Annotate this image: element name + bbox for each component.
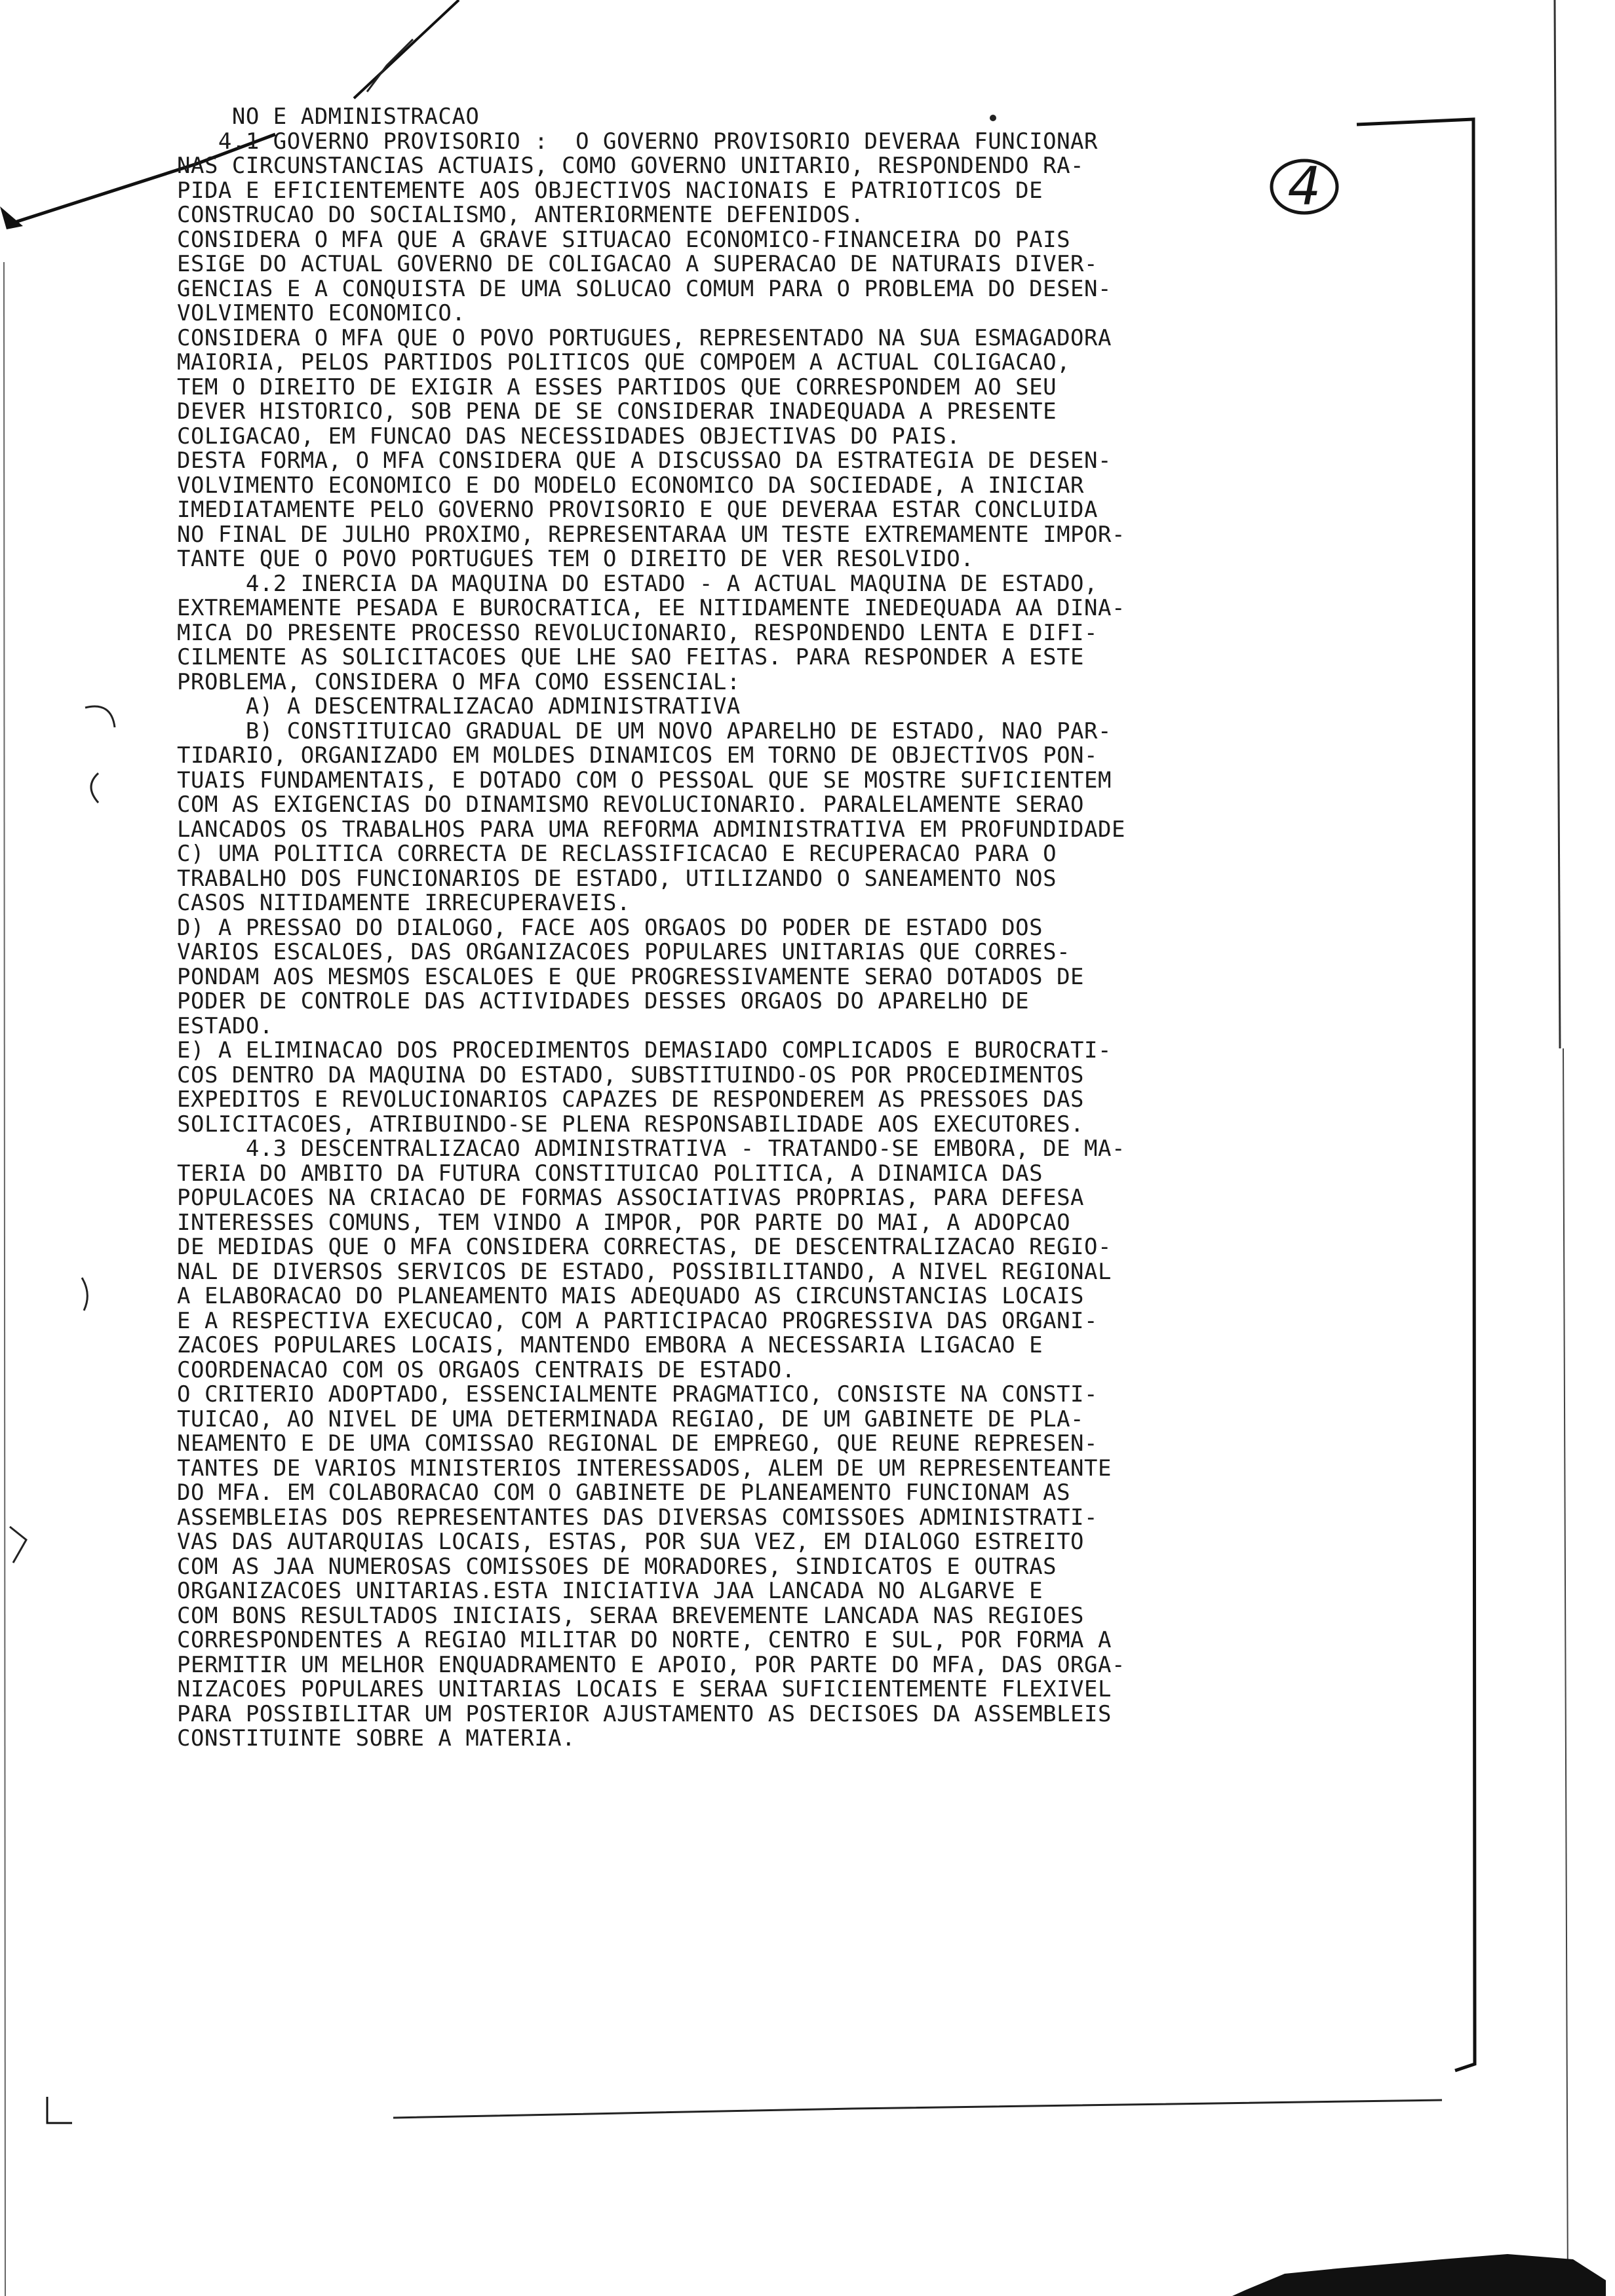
text-line: VAS DAS AUTARQUIAS LOCAIS, ESTAS, POR SUA VEZ, EM DIALOGO ESTREITO [177,1529,1085,1555]
text-line: SOLICITACOES, ATRIBUINDO-SE PLENA RESPONSABILIDADE AOS EXECUTORES. [177,1111,1085,1138]
fold-line [354,0,459,98]
text-line: CONSTITUINTE SOBRE A MATERIA. [177,1725,576,1751]
text-line: MAIORIA, PELOS PARTIDOS POLITICOS QUE COMPOEM A ACTUAL COLIGACAO, [177,349,1071,375]
binding-mark [85,706,115,727]
text-line: COORDENACAO COM OS ORGAOS CENTRAIS DE ESTADO. [177,1356,796,1383]
bottom-left-corner [47,2097,72,2123]
text-line: B) CONSTITUICAO GRADUAL DE UM NOVO APARELHO DE ESTADO, NAO PAR- [177,718,1112,744]
text-line: COM AS EXIGENCIAS DO DINAMISMO REVOLUCIONARIO. PARALELAMENTE SERAO [177,792,1085,818]
text-line: D) A PRESSAO DO DIALOGO, FACE AOS ORGAOS DO PODER DE ESTADO DOS [177,914,1043,941]
page-number-label: 4 [1287,156,1321,217]
text-line: CILMENTE AS SOLICITACOES QUE LHE SAO FEITAS. PARA RESPONDER A ESTE [177,644,1085,670]
text-line: MICA DO PRESENTE PROCESSO REVOLUCIONARIO, RESPONDENDO LENTA E DIFI- [177,619,1098,646]
text-line: ESTADO. [177,1012,273,1039]
text-line: VOLVIMENTO ECONOMICO E DO MODELO ECONOMICO DA SOCIEDADE, A INICIAR [177,472,1085,499]
text-line: 4.2 INERCIA DA MAQUINA DO ESTADO - A ACTUAL MAQUINA DE ESTADO, [177,570,1098,597]
text-line: PIDA E EFICIENTEMENTE AOS OBJECTIVOS NACIONAIS E PATRIOTICOS DE [177,177,1043,204]
text-line: A) A DESCENTRALIZACAO ADMINISTRATIVA [177,693,741,719]
text-line: IMEDIATAMENTE PELO GOVERNO PROVISORIO E QUE DEVERAA ESTAR CONCLUIDA [177,497,1098,523]
text-line: DE MEDIDAS QUE O MFA CONSIDERA CORRECTAS, DE DESCENTRALIZACAO REGIO- [177,1234,1112,1260]
text-line: ZACOES POPULARES LOCAIS, MANTENDO EMBORA A NECESSARIA LIGACAO E [177,1332,1043,1358]
text-line: ASSEMBLEIAS DOS REPRESENTANTES DAS DIVERSAS COMISSOES ADMINISTRATI- [177,1504,1098,1531]
text-line: CONSTRUCAO DO SOCIALISMO, ANTERIORMENTE DEFENIDOS. [177,202,865,228]
smudge [1232,2254,1606,2296]
text-line: COLIGACAO, EM FUNCAO DAS NECESSIDADES OBJECTIVAS DO PAIS. [177,423,961,450]
text-line: TERIA DO AMBITO DA FUTURA CONSTITUICAO POLITICA, A DINAMICA DAS [177,1160,1043,1187]
binding-mark [10,1527,26,1563]
text-line [177,1751,1304,1776]
text-line: PROBLEMA, CONSIDERA O MFA COMO ESSENCIAL: [177,668,741,695]
text-line: ORGANIZACOES UNITARIAS.ESTA INICIATIVA JAA LANCADA NO ALGARVE E [177,1578,1043,1604]
text-line: O CRITERIO ADOPTADO, ESSENCIALMENTE PRAGMATICO, CONSISTE NA CONSTI- [177,1381,1098,1407]
text-line: TUAIS FUNDAMENTAIS, E DOTADO COM O PESSOAL QUE SE MOSTRE SUFICIENTEM [177,767,1112,794]
text-line: TANTES DE VARIOS MINISTERIOS INTERESSADOS, ALEM DE UM REPRESENTEANTE [177,1455,1112,1482]
text-line: NAS CIRCUNSTANCIAS ACTUAIS, COMO GOVERNO UNITARIO, RESPONDENDO RA- [177,153,1085,179]
text-line: POPULACOES NA CRIACAO DE FORMAS ASSOCIATIVAS PROPRIAS, PARA DEFESA [177,1185,1085,1211]
text-line: TRABALHO DOS FUNCIONARIOS DE ESTADO, UTILIZANDO O SANEAMENTO NOS [177,865,1057,892]
text-line: EXPEDITOS E REVOLUCIONARIOS CAPAZES DE RESPONDEREM AS PRESSOES DAS [177,1086,1085,1113]
text-line: E A RESPECTIVA EXECUCAO, COM A PARTICIPACAO PROGRESSIVA DAS ORGANI- [177,1307,1098,1334]
edge-streak [4,262,5,2296]
text-line: NO E ADMINISTRACAO [177,104,480,130]
text-line: NEAMENTO E DE UMA COMISSAO REGIONAL DE EMPREGO, QUE REUNE REPRESEN- [177,1430,1098,1457]
text-line: COS DENTRO DA MAQUINA DO ESTADO, SUBSTITUINDO-OS POR PROCEDIMENTOS [177,1062,1085,1088]
text-line: TANTE QUE O POVO PORTUGUES TEM O DIREITO DE VER RESOLVIDO. [177,546,975,572]
text-line: ESIGE DO ACTUAL GOVERNO DE COLIGACAO A SUPERACAO DE NATURAIS DIVER- [177,251,1098,277]
text-line: DESTA FORMA, O MFA CONSIDERA QUE A DISCUSSAO DA ESTRATEGIA DE DESEN- [177,448,1112,474]
corner-mark [0,206,23,229]
text-line: INTERESSES COMUNS, TEM VINDO A IMPOR, POR PARTE DO MAI, A ADOPCAO [177,1209,1071,1236]
binding-mark [82,1278,87,1311]
text-line: C) UMA POLITICA CORRECTA DE RECLASSIFICACAO E RECUPERACAO PARA O [177,841,1057,867]
typewritten-text [177,105,1304,1776]
text-line: NO FINAL DE JULHO PROXIMO, REPRESENTARAA UM TESTE EXTREMAMENTE IMPOR- [177,521,1125,548]
text-line: COM BONS RESULTADOS INICIAIS, SERAA BREVEMENTE LANCADA NAS REGIOES [177,1602,1085,1629]
text-line: TUICAO, AO NIVEL DE UMA DETERMINADA REGIAO, DE UM GABINETE DE PLA- [177,1406,1085,1432]
text-line: LANCADOS OS TRABALHOS PARA UMA REFORMA ADMINISTRATIVA EM PROFUNDIDADE [177,816,1125,843]
text-line: GENCIAS E A CONQUISTA DE UMA SOLUCAO COMUM PARA O PROBLEMA DO DESEN- [177,275,1112,302]
text-line: VARIOS ESCALOES, DAS ORGANIZACOES POPULARES UNITARIAS QUE CORRES- [177,939,1071,965]
border-bracket [1357,119,1475,2071]
text-line: 4.1 GOVERNO PROVISORIO : O GOVERNO PROVISORIO DEVERAA FUNCIONAR [177,128,1098,155]
text-line: PARA POSSIBILITAR UM POSTERIOR AJUSTAMENTO AS DECISOES DA ASSEMBLEIS [177,1700,1112,1727]
text-line: VOLVIMENTO ECONOMICO. [177,300,466,326]
text-line: DEVER HISTORICO, SOB PENA DE SE CONSIDERAR INADEQUADA A PRESENTE [177,398,1057,425]
text-line: TEM O DIREITO DE EXIGIR A ESSES PARTIDOS QUE CORRESPONDEM AO SEU [177,373,1057,400]
text-line: 4.3 DESCENTRALIZACAO ADMINISTRATIVA - TRATANDO-SE EMBORA, DE MA- [177,1136,1125,1162]
text-line: PONDAM AOS MESMOS ESCALOES E QUE PROGRESSIVAMENTE SERAO DOTADOS DE [177,963,1085,990]
text-line: EXTREMAMENTE PESADA E BUROCRATICA, EE NITIDAMENTE INEDEQUADA AA DINA- [177,595,1125,621]
text-line: PODER DE CONTROLE DAS ACTIVIDADES DESSES ORGAOS DO APARELHO DE [177,988,1030,1014]
text-line: PERMITIR UM MELHOR ENQUADRAMENTO E APOIO, POR PARTE DO MFA, DAS ORGA- [177,1651,1125,1678]
text-line: DO MFA. EM COLABORACAO COM O GABINETE DE PLANEAMENTO FUNCIONAM AS [177,1480,1071,1506]
binding-mark [91,773,98,803]
text-line: CORRESPONDENTES A REGIAO MILITAR DO NORTE, CENTRO E SUL, POR FORMA A [177,1627,1112,1653]
text-line: E) A ELIMINACAO DOS PROCEDIMENTOS DEMASIADO COMPLICADOS E BUROCRATI- [177,1037,1112,1063]
text-line: A ELABORACAO DO PLANEAMENTO MAIS ADEQUADO AS CIRCUNSTANCIAS LOCAIS [177,1283,1085,1309]
text-line: CASOS NITIDAMENTE IRRECUPERAVEIS. [177,890,631,916]
text-line: NIZACOES POPULARES UNITARIAS LOCAIS E SERAA SUFICIENTEMENTE FLEXIVEL [177,1676,1112,1702]
text-line: CONSIDERA O MFA QUE A GRAVE SITUACAO ECONOMICO-FINANCEIRA DO PAIS [177,226,1071,253]
edge-streak [1555,0,1560,1048]
text-line: NAL DE DIVERSOS SERVICOS DE ESTADO, POSSIBILITANDO, A NIVEL REGIONAL [177,1258,1112,1285]
text-line: TIDARIO, ORGANIZADO EM MOLDES DINAMICOS EM TORNO DE OBJECTIVOS PON- [177,742,1098,769]
text-line: CONSIDERA O MFA QUE O POVO PORTUGUES, REPRESENTADO NA SUA ESMAGADORA [177,324,1112,351]
text-line: COM AS JAA NUMEROSAS COMISSOES DE MORADORES, SINDICATOS E OUTRAS [177,1553,1057,1580]
bottom-rule [393,2100,1442,2118]
edge-streak [1563,1048,1568,2296]
